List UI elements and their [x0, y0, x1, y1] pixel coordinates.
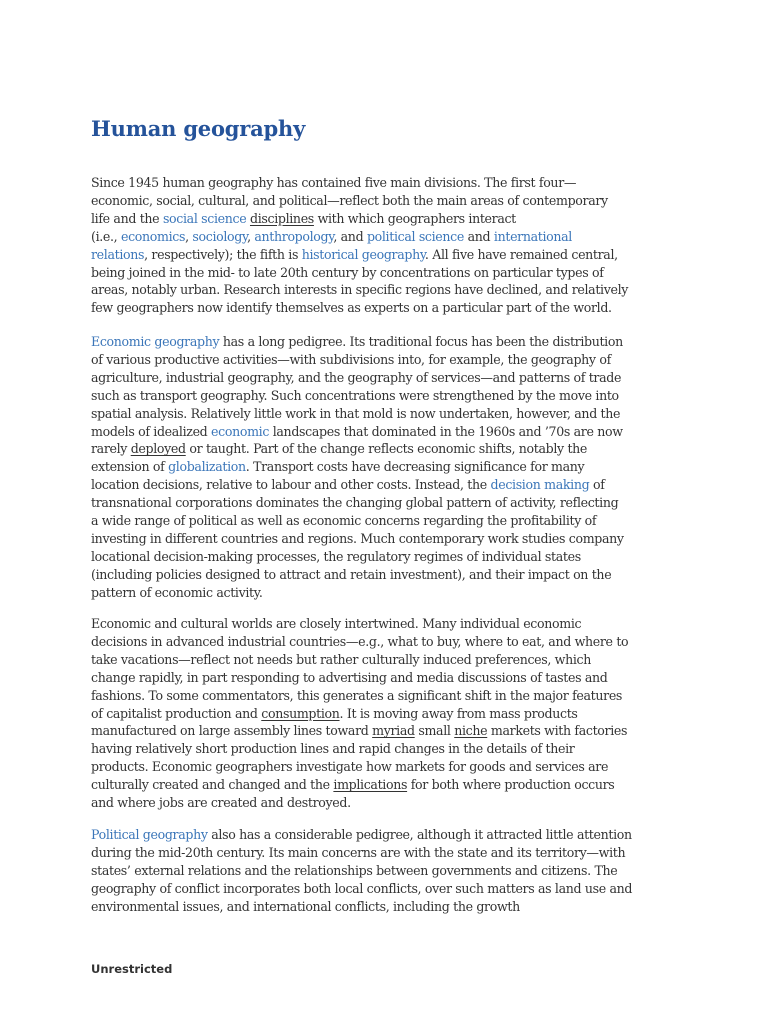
text-line: [91, 210, 691, 228]
text-run: models of idealized: [91, 423, 212, 439]
text-run: also has a considerable pedigree, although it attracted little attention: [207, 827, 632, 842]
text-run: of capitalist production and: [91, 705, 262, 721]
text-line: states’ external relations and the relationships between governments and citizens. The: [91, 862, 618, 878]
text-line: economic, social, cultural, and political—reflect both the main areas of contemporary: [91, 192, 608, 208]
vocab-consumption[interactable]: consumption: [261, 705, 340, 721]
text-line: decisions in advanced industrial countries—e.g., what to buy, where to eat, and where to: [91, 633, 629, 649]
text-line: geography of conflict incorporates both local conflicts, over such matters as land use and: [91, 880, 633, 896]
text-run: with which geographers interact: [313, 210, 516, 226]
text-run: life and the: [91, 210, 163, 226]
text-run: manufactured on large assembly lines toward: [91, 723, 373, 739]
text-run: or taught. Part of the change reflects economic shifts, notably the: [185, 441, 588, 457]
text-run: ,: [185, 228, 193, 244]
text-line: [91, 458, 691, 476]
text-line: (including policies designed to attract and retain investment), and their impact on the: [91, 566, 612, 582]
link-historical-geography[interactable]: historical geography: [301, 246, 425, 262]
text-line: Economic and cultural worlds are closely intertwined. Many individual economic: [91, 616, 582, 631]
text-line: [91, 423, 691, 441]
text-line: transnational corporations dominates the changing global pattern of activity, reflecting: [91, 495, 619, 511]
paragraph-political-geography: [91, 826, 691, 916]
text-run: has a long pedigree. Its traditional focus has been the distribution: [219, 334, 623, 349]
text-run: , respectively); the fifth is: [144, 246, 302, 262]
paragraph-cultural-economic: [91, 615, 691, 812]
text-line: products. Economic geographers investigate how markets for goods and services are: [91, 759, 609, 775]
text-line: [91, 476, 691, 494]
paragraph-intro: [91, 174, 691, 317]
text-line: during the mid-20th century. Its main concerns are with the state and its territory—with: [91, 844, 626, 860]
text-run: rarely: [91, 441, 131, 457]
text-line: agriculture, industrial geography, and the geography of services—and patterns of trade: [91, 369, 622, 385]
text-line: [91, 776, 691, 794]
text-run: ,: [247, 228, 255, 244]
text-run: markets with factories: [487, 723, 628, 739]
paragraph-economic-geography: [91, 333, 691, 602]
text-line: a wide range of political as well as economic concerns regarding the profitability of: [91, 513, 597, 529]
text-run: small: [414, 723, 455, 739]
text-line: environmental issues, and international conflicts, including the growth: [91, 898, 520, 914]
text-line: pattern of economic activity.: [91, 584, 263, 600]
vocab-niche[interactable]: niche: [454, 723, 488, 739]
text-line: and where jobs are created and destroyed.: [91, 795, 351, 811]
link-sociology[interactable]: sociology: [192, 228, 248, 244]
text-line: areas, notably urban. Research interests in specific regions have declined, and relatively: [91, 282, 629, 298]
text-run: for both where production occurs: [407, 777, 615, 793]
vocab-implications[interactable]: implications: [333, 777, 408, 793]
vocab-deployed[interactable]: deployed: [130, 441, 186, 457]
text-line: investing in different countries and regions. Much contemporary work studies company: [91, 530, 624, 546]
text-line: having relatively short production lines and rapid changes in the details of their: [91, 741, 575, 757]
link-social-science[interactable]: social science: [162, 210, 247, 226]
link-political-science[interactable]: political science: [366, 228, 464, 244]
text-run: location decisions, relative to labour and other costs. Instead, the: [91, 477, 491, 493]
link-economic-geography[interactable]: Economic geography: [91, 334, 220, 349]
text-run: extension of: [91, 459, 169, 475]
text-line: [91, 228, 691, 246]
text-line: locational decision-making processes, the regulatory regimes of individual states: [91, 548, 581, 564]
text-line: fashions. To some commentators, this generates a significant shift in the major features: [91, 687, 623, 703]
link-anthropology[interactable]: anthropology: [254, 228, 334, 244]
link-decision-making[interactable]: decision making: [490, 477, 590, 493]
text-line: [91, 440, 691, 458]
text-line: Since 1945 human geography has contained five main divisions. The first four—: [91, 175, 577, 190]
vocab-disciplines[interactable]: disciplines: [249, 210, 314, 226]
text-line: [91, 826, 691, 844]
text-line: [91, 246, 691, 264]
link-international-relations[interactable]: international: [493, 228, 572, 244]
text-run: culturally created and changed and the: [91, 777, 334, 793]
link-political-geography[interactable]: Political geography: [91, 827, 208, 842]
vocab-myriad[interactable]: myriad: [372, 723, 415, 739]
text-run: and: [463, 228, 494, 244]
link-globalization[interactable]: globalization: [168, 459, 246, 475]
text-line: of various productive activities—with subdivisions into, for example, the geography of: [91, 351, 611, 367]
text-line: take vacations—reflect not needs but rather culturally induced preferences, which: [91, 651, 592, 667]
text-run: of: [589, 477, 605, 493]
link-international-relations-cont[interactable]: relations: [91, 246, 145, 262]
text-line: [91, 722, 691, 740]
text-line: change rapidly, in part responding to advertising and media discussions of tastes and: [91, 669, 608, 685]
text-line: spatial analysis. Relatively little work in that mold is now undertaken, however, and the: [91, 405, 621, 421]
text-run: . All five have remained central,: [424, 246, 618, 262]
text-run: , and: [333, 228, 367, 244]
text-run: landscapes that dominated in the 1960s and ’70s are now: [269, 423, 623, 439]
classification-label: Unrestricted: [91, 962, 173, 976]
text-run: (i.e.,: [91, 228, 121, 244]
text-line: such as transport geography. Such concentrations were strengthened by the move into: [91, 387, 619, 403]
page-title: Human geography: [91, 116, 306, 141]
text-run: . It is moving away from mass products: [339, 705, 578, 721]
text-line: [91, 705, 691, 723]
text-line: being joined in the mid- to late 20th century by concentrations on particular types of: [91, 264, 604, 280]
text-run: . Transport costs have decreasing significance for many: [245, 459, 585, 475]
text-line: few geographers now identify themselves as experts on a particular part of the world.: [91, 300, 612, 316]
link-economic[interactable]: economic: [211, 423, 270, 439]
text-line: [91, 333, 691, 351]
link-economics[interactable]: economics: [120, 228, 186, 244]
